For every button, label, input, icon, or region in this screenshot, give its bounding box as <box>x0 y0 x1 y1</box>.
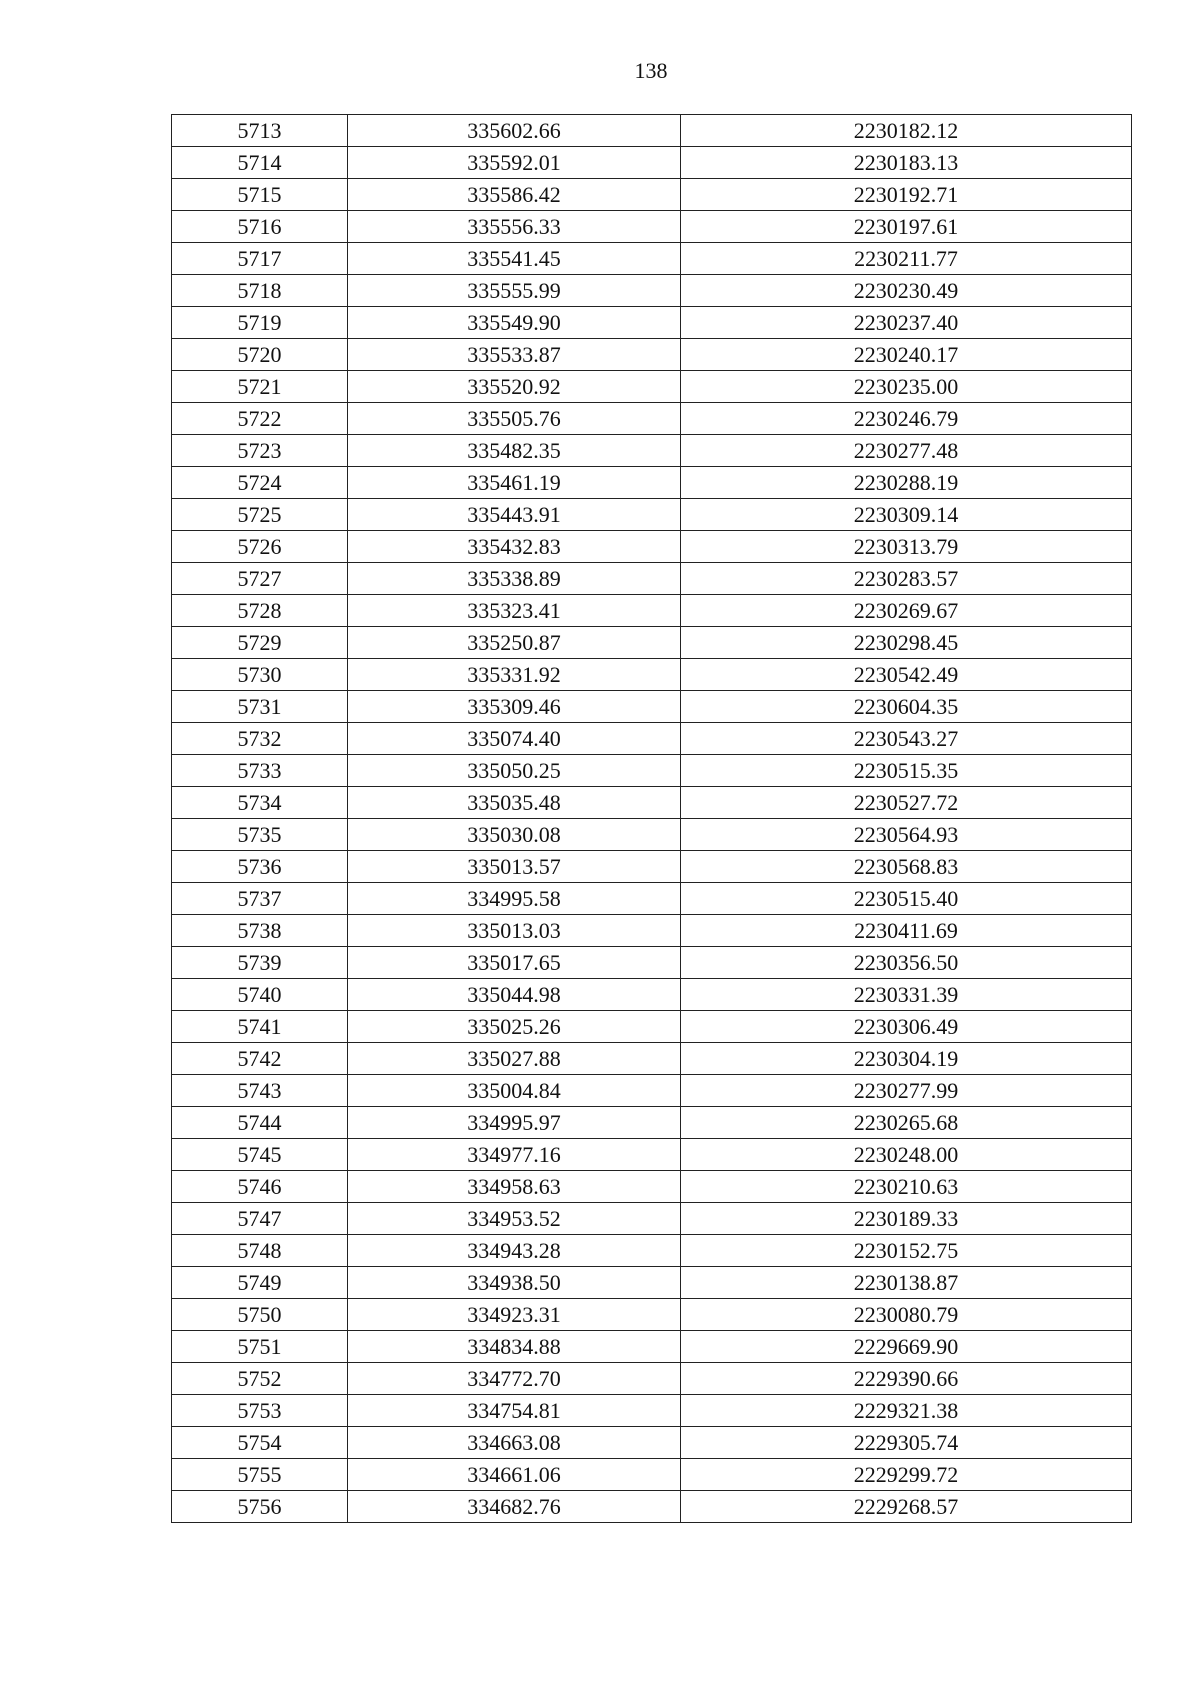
point-number-cell: 5753 <box>172 1395 348 1427</box>
x-coordinate-cell: 335592.01 <box>348 147 681 179</box>
y-coordinate-cell: 2229299.72 <box>681 1459 1132 1491</box>
table-row <box>172 1011 1132 1043</box>
x-coordinate-cell: 335074.40 <box>348 723 681 755</box>
point-number-cell: 5722 <box>172 403 348 435</box>
x-coordinate-cell: 335602.66 <box>348 115 681 147</box>
point-number-cell: 5741 <box>172 1011 348 1043</box>
x-coordinate-cell: 334953.52 <box>348 1203 681 1235</box>
table-row <box>172 243 1132 275</box>
y-coordinate-cell: 2229305.74 <box>681 1427 1132 1459</box>
point-number-cell: 5731 <box>172 691 348 723</box>
y-coordinate-cell: 2230210.63 <box>681 1171 1132 1203</box>
table-row <box>172 1299 1132 1331</box>
point-number-cell: 5727 <box>172 563 348 595</box>
x-coordinate-cell: 335044.98 <box>348 979 681 1011</box>
table-row <box>172 371 1132 403</box>
x-coordinate-cell: 334754.81 <box>348 1395 681 1427</box>
table-row <box>172 1235 1132 1267</box>
y-coordinate-cell: 2229321.38 <box>681 1395 1132 1427</box>
y-coordinate-cell: 2230240.17 <box>681 339 1132 371</box>
point-number-cell: 5755 <box>172 1459 348 1491</box>
table-row <box>172 1395 1132 1427</box>
table-row <box>172 467 1132 499</box>
point-number-cell: 5733 <box>172 755 348 787</box>
point-number-cell: 5718 <box>172 275 348 307</box>
table-row <box>172 563 1132 595</box>
y-coordinate-cell: 2230277.99 <box>681 1075 1132 1107</box>
x-coordinate-cell: 334923.31 <box>348 1299 681 1331</box>
point-number-cell: 5715 <box>172 179 348 211</box>
point-number-cell: 5745 <box>172 1139 348 1171</box>
y-coordinate-cell: 2230283.57 <box>681 563 1132 595</box>
table-row <box>172 723 1132 755</box>
table-row <box>172 211 1132 243</box>
point-number-cell: 5729 <box>172 627 348 659</box>
x-coordinate-cell: 335050.25 <box>348 755 681 787</box>
x-coordinate-cell: 335338.89 <box>348 563 681 595</box>
point-number-cell: 5742 <box>172 1043 348 1075</box>
table-row <box>172 979 1132 1011</box>
point-number-cell: 5720 <box>172 339 348 371</box>
table-row <box>172 339 1132 371</box>
table-row <box>172 915 1132 947</box>
table-row <box>172 531 1132 563</box>
table-row <box>172 659 1132 691</box>
table-row <box>172 883 1132 915</box>
point-number-cell: 5730 <box>172 659 348 691</box>
page-number: 138 <box>634 58 668 83</box>
x-coordinate-cell: 335017.65 <box>348 947 681 979</box>
y-coordinate-cell: 2229390.66 <box>681 1363 1132 1395</box>
x-coordinate-cell: 335323.41 <box>348 595 681 627</box>
point-number-cell: 5746 <box>172 1171 348 1203</box>
point-number-cell: 5723 <box>172 435 348 467</box>
x-coordinate-cell: 334661.06 <box>348 1459 681 1491</box>
point-number-cell: 5717 <box>172 243 348 275</box>
table-row <box>172 1139 1132 1171</box>
y-coordinate-cell: 2230564.93 <box>681 819 1132 851</box>
y-coordinate-cell: 2230138.87 <box>681 1267 1132 1299</box>
y-coordinate-cell: 2230306.49 <box>681 1011 1132 1043</box>
x-coordinate-cell: 335533.87 <box>348 339 681 371</box>
y-coordinate-cell: 2230248.00 <box>681 1139 1132 1171</box>
x-coordinate-cell: 334772.70 <box>348 1363 681 1395</box>
x-coordinate-cell: 334977.16 <box>348 1139 681 1171</box>
table-row <box>172 147 1132 179</box>
y-coordinate-cell: 2230197.61 <box>681 211 1132 243</box>
x-coordinate-cell: 335025.26 <box>348 1011 681 1043</box>
table-row <box>172 627 1132 659</box>
y-coordinate-cell: 2230265.68 <box>681 1107 1132 1139</box>
table-row <box>172 1043 1132 1075</box>
table-row <box>172 1363 1132 1395</box>
x-coordinate-cell: 334995.97 <box>348 1107 681 1139</box>
x-coordinate-cell: 335556.33 <box>348 211 681 243</box>
y-coordinate-cell: 2230183.13 <box>681 147 1132 179</box>
point-number-cell: 5747 <box>172 1203 348 1235</box>
point-number-cell: 5752 <box>172 1363 348 1395</box>
y-coordinate-cell: 2230080.79 <box>681 1299 1132 1331</box>
point-number-cell: 5735 <box>172 819 348 851</box>
point-number-cell: 5721 <box>172 371 348 403</box>
point-number-cell: 5744 <box>172 1107 348 1139</box>
table-row <box>172 403 1132 435</box>
x-coordinate-cell: 335013.57 <box>348 851 681 883</box>
point-number-cell: 5739 <box>172 947 348 979</box>
y-coordinate-cell: 2230192.71 <box>681 179 1132 211</box>
point-number-cell: 5740 <box>172 979 348 1011</box>
x-coordinate-cell: 335541.45 <box>348 243 681 275</box>
y-coordinate-cell: 2230182.12 <box>681 115 1132 147</box>
x-coordinate-cell: 335555.99 <box>348 275 681 307</box>
x-coordinate-cell: 334943.28 <box>348 1235 681 1267</box>
x-coordinate-cell: 335004.84 <box>348 1075 681 1107</box>
table-row <box>172 275 1132 307</box>
table-row <box>172 1075 1132 1107</box>
y-coordinate-cell: 2230246.79 <box>681 403 1132 435</box>
point-number-cell: 5732 <box>172 723 348 755</box>
x-coordinate-cell: 335461.19 <box>348 467 681 499</box>
x-coordinate-cell: 335309.46 <box>348 691 681 723</box>
y-coordinate-cell: 2230527.72 <box>681 787 1132 819</box>
table-row <box>172 755 1132 787</box>
y-coordinate-cell: 2230288.19 <box>681 467 1132 499</box>
table-body <box>172 115 1132 1523</box>
x-coordinate-cell: 334958.63 <box>348 1171 681 1203</box>
y-coordinate-cell: 2230211.77 <box>681 243 1132 275</box>
table-row <box>172 947 1132 979</box>
x-coordinate-cell: 335482.35 <box>348 435 681 467</box>
x-coordinate-cell: 335035.48 <box>348 787 681 819</box>
table-row <box>172 1203 1132 1235</box>
x-coordinate-cell: 335520.92 <box>348 371 681 403</box>
y-coordinate-cell: 2230331.39 <box>681 979 1132 1011</box>
y-coordinate-cell: 2230515.35 <box>681 755 1132 787</box>
y-coordinate-cell: 2230269.67 <box>681 595 1132 627</box>
point-number-cell: 5726 <box>172 531 348 563</box>
point-number-cell: 5728 <box>172 595 348 627</box>
y-coordinate-cell: 2230235.00 <box>681 371 1132 403</box>
table-row <box>172 499 1132 531</box>
point-number-cell: 5748 <box>172 1235 348 1267</box>
y-coordinate-cell: 2230313.79 <box>681 531 1132 563</box>
point-number-cell: 5749 <box>172 1267 348 1299</box>
x-coordinate-cell: 335030.08 <box>348 819 681 851</box>
table-row <box>172 1459 1132 1491</box>
y-coordinate-cell: 2230309.14 <box>681 499 1132 531</box>
table-row <box>172 307 1132 339</box>
table-row <box>172 1427 1132 1459</box>
y-coordinate-cell: 2229268.57 <box>681 1491 1132 1523</box>
y-coordinate-cell: 2230189.33 <box>681 1203 1132 1235</box>
y-coordinate-cell: 2230604.35 <box>681 691 1132 723</box>
coordinates-table <box>171 114 1132 1523</box>
x-coordinate-cell: 334682.76 <box>348 1491 681 1523</box>
point-number-cell: 5725 <box>172 499 348 531</box>
y-coordinate-cell: 2230568.83 <box>681 851 1132 883</box>
table-row <box>172 595 1132 627</box>
x-coordinate-cell: 335505.76 <box>348 403 681 435</box>
y-coordinate-cell: 2230356.50 <box>681 947 1132 979</box>
table-row <box>172 1171 1132 1203</box>
x-coordinate-cell: 335331.92 <box>348 659 681 691</box>
point-number-cell: 5734 <box>172 787 348 819</box>
table-row <box>172 1107 1132 1139</box>
point-number-cell: 5713 <box>172 115 348 147</box>
y-coordinate-cell: 2230230.49 <box>681 275 1132 307</box>
x-coordinate-cell: 334938.50 <box>348 1267 681 1299</box>
table-row <box>172 787 1132 819</box>
x-coordinate-cell: 335549.90 <box>348 307 681 339</box>
table-row <box>172 1491 1132 1523</box>
x-coordinate-cell: 334834.88 <box>348 1331 681 1363</box>
table-row <box>172 179 1132 211</box>
y-coordinate-cell: 2230237.40 <box>681 307 1132 339</box>
point-number-cell: 5719 <box>172 307 348 339</box>
point-number-cell: 5724 <box>172 467 348 499</box>
y-coordinate-cell: 2230515.40 <box>681 883 1132 915</box>
y-coordinate-cell: 2230304.19 <box>681 1043 1132 1075</box>
table-row <box>172 115 1132 147</box>
point-number-cell: 5751 <box>172 1331 348 1363</box>
table-row <box>172 691 1132 723</box>
point-number-cell: 5756 <box>172 1491 348 1523</box>
y-coordinate-cell: 2229669.90 <box>681 1331 1132 1363</box>
y-coordinate-cell: 2230411.69 <box>681 915 1132 947</box>
y-coordinate-cell: 2230277.48 <box>681 435 1132 467</box>
x-coordinate-cell: 335013.03 <box>348 915 681 947</box>
table-row <box>172 851 1132 883</box>
x-coordinate-cell: 335250.87 <box>348 627 681 659</box>
x-coordinate-cell: 335432.83 <box>348 531 681 563</box>
point-number-cell: 5737 <box>172 883 348 915</box>
table-row <box>172 819 1132 851</box>
x-coordinate-cell: 335586.42 <box>348 179 681 211</box>
table-row <box>172 435 1132 467</box>
y-coordinate-cell: 2230543.27 <box>681 723 1132 755</box>
x-coordinate-cell: 335027.88 <box>348 1043 681 1075</box>
x-coordinate-cell: 334995.58 <box>348 883 681 915</box>
point-number-cell: 5716 <box>172 211 348 243</box>
y-coordinate-cell: 2230542.49 <box>681 659 1132 691</box>
table-row <box>172 1267 1132 1299</box>
point-number-cell: 5738 <box>172 915 348 947</box>
x-coordinate-cell: 334663.08 <box>348 1427 681 1459</box>
point-number-cell: 5736 <box>172 851 348 883</box>
y-coordinate-cell: 2230152.75 <box>681 1235 1132 1267</box>
point-number-cell: 5743 <box>172 1075 348 1107</box>
y-coordinate-cell: 2230298.45 <box>681 627 1132 659</box>
table-row <box>172 1331 1132 1363</box>
point-number-cell: 5714 <box>172 147 348 179</box>
point-number-cell: 5750 <box>172 1299 348 1331</box>
point-number-cell: 5754 <box>172 1427 348 1459</box>
x-coordinate-cell: 335443.91 <box>348 499 681 531</box>
